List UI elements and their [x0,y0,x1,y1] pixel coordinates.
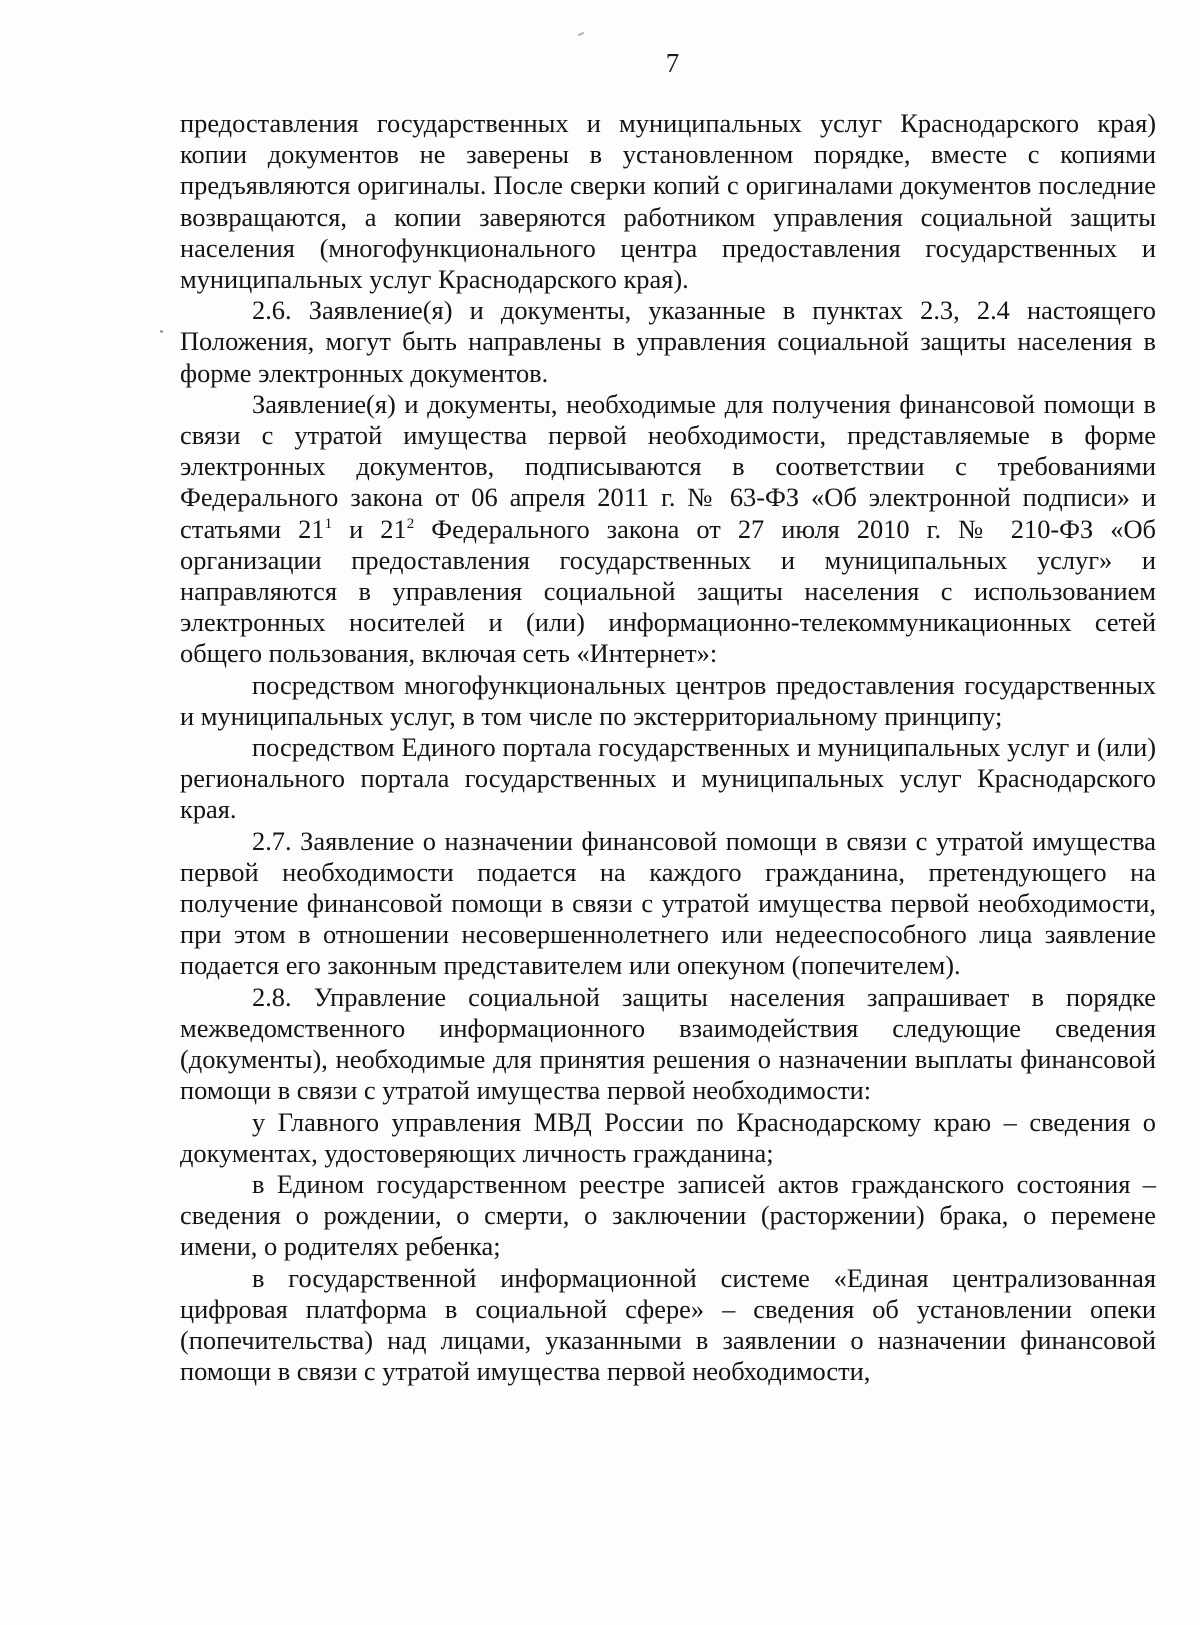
paragraph-text: Федерального закона от 27 июля 2010 г. № 210-ФЗ «Об организации предоставления государственных и муниципальных услуг» и направляются в управления социальной защиты населения с использованием электронных носителей и (или) информационно-телекоммуникационных сетей общего пользования, включая сеть «Интернет»: [180,513,1156,669]
paragraph: у Главного управления МВД России по Краснодарскому краю – сведения о документах, удостоверяющих личность гражданина; [180,1106,1156,1168]
paragraph: 2.7. Заявление о назначении финансовой помощи в связи с утратой имущества первой необходимости подается на каждого гражданина, претендующего на получение финансовой помощи в связи с утратой имущества первой необходимости, при этом в отношении несовершеннолетнего или недееспособного лица заявление подается его законным представителем или опекуном (попечителем). [180,825,1156,981]
paragraph-text: Заявление(я) и документы, необходимые для получения финансовой помощи в связи с утратой имущества первой необходимости, представляемые в форме электронных документов, подписываются в соответствии с требованиями Федерального закона от 06 апреля 2011 г. № 63-ФЗ «Об электронной подписи» и статьями 21 [180,388,1156,544]
paragraph-text: и 21 [332,513,407,544]
page-number: 7 [665,48,680,78]
superscript: 2 [406,515,415,532]
paragraph: 2.8. Управление социальной защиты населения запрашивает в порядке межведомственного информационного взаимодействия следующие сведения (документы), необходимые для принятия решения о назначении выплаты финансовой помощи в связи с утратой имущества первой необходимости: [180,981,1156,1106]
superscript: 1 [324,515,333,532]
paragraph [180,389,1156,670]
paragraph: в Едином государственном реестре записей актов гражданского состояния – сведения о рождении, о смерти, о заключении (расторжении) брака, о перемене имени, о родителях ребенка; [180,1168,1156,1262]
paragraph: в государственной информационной системе «Единая централизованная цифровая платформа в социальной сфере» – сведения об установлении опеки (попечительства) над лицами, указанными в заявлении о назначении финансовой помощи в связи с утратой имущества первой необходимости, [180,1262,1156,1387]
paragraph: посредством многофункциональных центров предоставления государственных и муниципальных услуг, в том числе по экстерриториальному принципу; [180,669,1156,731]
document-body [180,108,1156,1387]
paragraph: посредством Единого портала государственных и муниципальных услуг и (или) регионального портала государственных и муниципальных услуг Краснодарского края. [180,732,1156,825]
paragraph: предоставления государственных и муниципальных услуг Краснодарского края) копии документов не заверены в установленном порядке, вместе с копиями предъявляются оригиналы. После сверки копий с оригиналами документов последние возвращаются, а копии заверяются работником управления социальной защиты населения (многофункционального центра предоставления государственных и муниципальных услуг Краснодарского края). [180,108,1156,295]
paragraph: 2.6. Заявление(я) и документы, указанные в пунктах 2.3, 2.4 настоящего Положения, могут быть направлены в управления социальной защиты населения в форме электронных документов. [180,295,1156,388]
scan-artifact [160,330,163,333]
scan-artifact [578,32,584,36]
